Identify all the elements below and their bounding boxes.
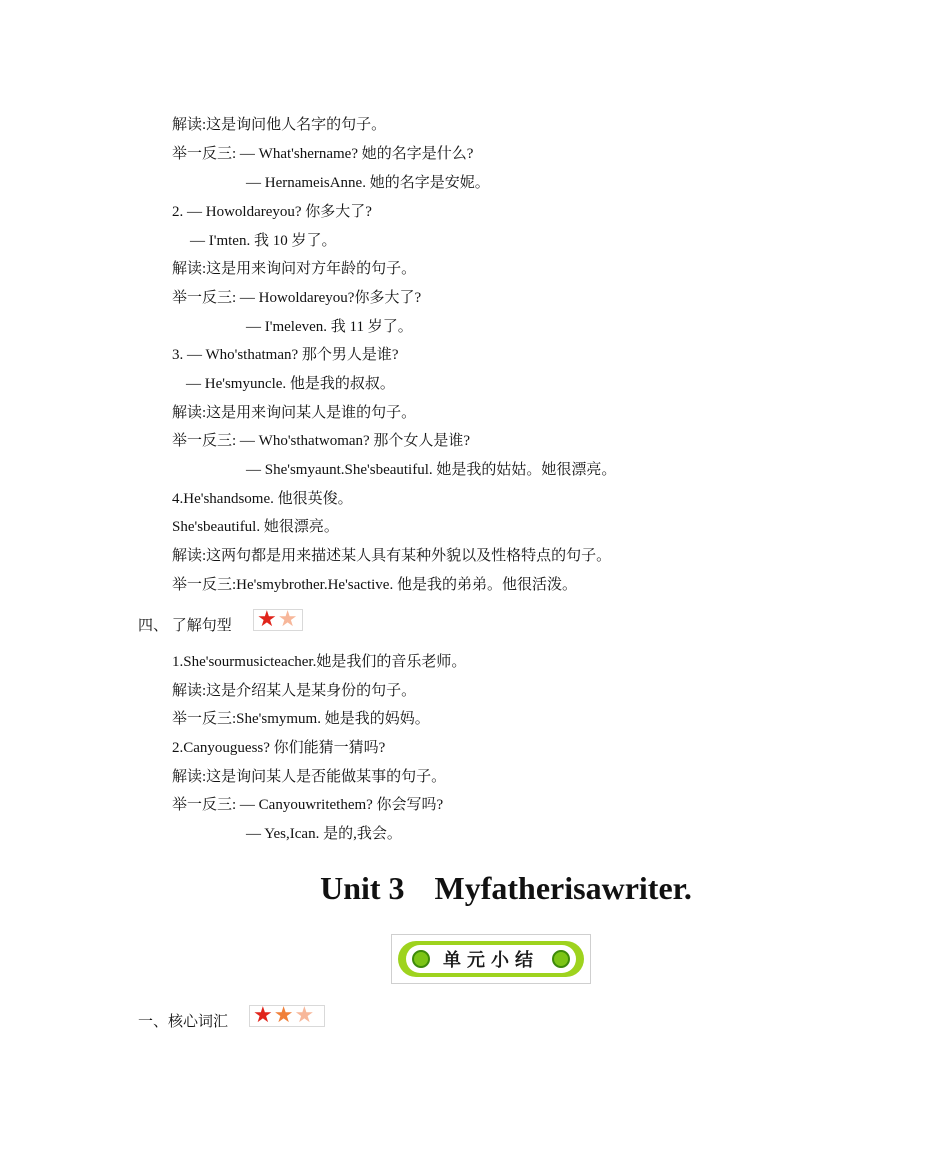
text-line: — HernameisAnne. 她的名字是安妮。: [246, 175, 490, 191]
text-line: — Yes,Ican. 是的,我会。: [246, 826, 402, 842]
text-line: 解读:这是询问他人名字的句子。: [172, 117, 387, 133]
text-line: 1.She'sourmusicteacher.她是我们的音乐老师。: [172, 654, 467, 670]
star-icon: ★: [277, 607, 298, 632]
unit-number: Unit 3: [320, 870, 405, 906]
text-line: — He'smyuncle. 他是我的叔叔。: [186, 376, 395, 392]
section-heading: 一、核心词汇: [138, 1014, 229, 1030]
text-line: — I'mten. 我 10 岁了。: [190, 233, 337, 249]
text-line: 举一反三: — Canyouwritethem? 你会写吗?: [172, 797, 444, 813]
text-line: 3. — Who'sthatman? 那个男人是谁?: [172, 347, 399, 363]
star-icon: ★: [294, 1003, 315, 1028]
star-icon: ★: [273, 1003, 294, 1028]
text-line: 举一反三: — Who'sthatwoman? 那个女人是谁?: [172, 433, 471, 449]
text-line: — She'smyaunt.She'sbeautiful. 她是我的姑姑。她很漂亮。: [246, 462, 617, 478]
text-line: 举一反三: — Howoldareyou?你多大了?: [172, 290, 422, 306]
text-line: 举一反三:She'smymum. 她是我的妈妈。: [172, 711, 430, 727]
unit-title: [0, 868, 950, 908]
dot-icon: [552, 950, 570, 968]
text-line: 举一反三:He'smybrother.He'sactive. 他是我的弟弟。他很活泼。: [172, 577, 577, 593]
text-line: 解读:这两句都是用来描述某人具有某种外貌以及性格特点的句子。: [172, 548, 612, 564]
banner-pill: [406, 945, 576, 973]
difficulty-rating: [249, 1005, 325, 1027]
unit-name: Myfatherisawriter.: [434, 870, 692, 906]
text-line: 解读:这是询问某人是否能做某事的句子。: [172, 769, 447, 785]
text-line: 4.He'shandsome. 他很英俊。: [172, 491, 353, 507]
text-line: 2. — Howoldareyou? 你多大了?: [172, 204, 372, 220]
banner-label: 单元小结: [443, 950, 539, 971]
text-line: 2.Canyouguess? 你们能猜一猜吗?: [172, 740, 386, 756]
text-line: 解读:这是用来询问某人是谁的句子。: [172, 405, 417, 421]
text-line: 解读:这是介绍某人是某身份的句子。: [172, 683, 417, 699]
text-line: She'sbeautiful. 她很漂亮。: [172, 519, 339, 535]
section-heading: 四、 了解句型: [138, 618, 232, 634]
star-icon: ★: [257, 607, 277, 632]
dot-icon: [412, 950, 430, 968]
unit-summary-banner: [391, 934, 591, 984]
text-line: 举一反三: — What'shername? 她的名字是什么?: [172, 146, 474, 162]
text-line: 解读:这是用来询问对方年龄的句子。: [172, 261, 417, 277]
banner-frame: [398, 941, 584, 977]
star-icon: ★: [253, 1003, 273, 1028]
text-line: — I'meleven. 我 11 岁了。: [246, 319, 413, 335]
difficulty-rating: [253, 609, 303, 631]
